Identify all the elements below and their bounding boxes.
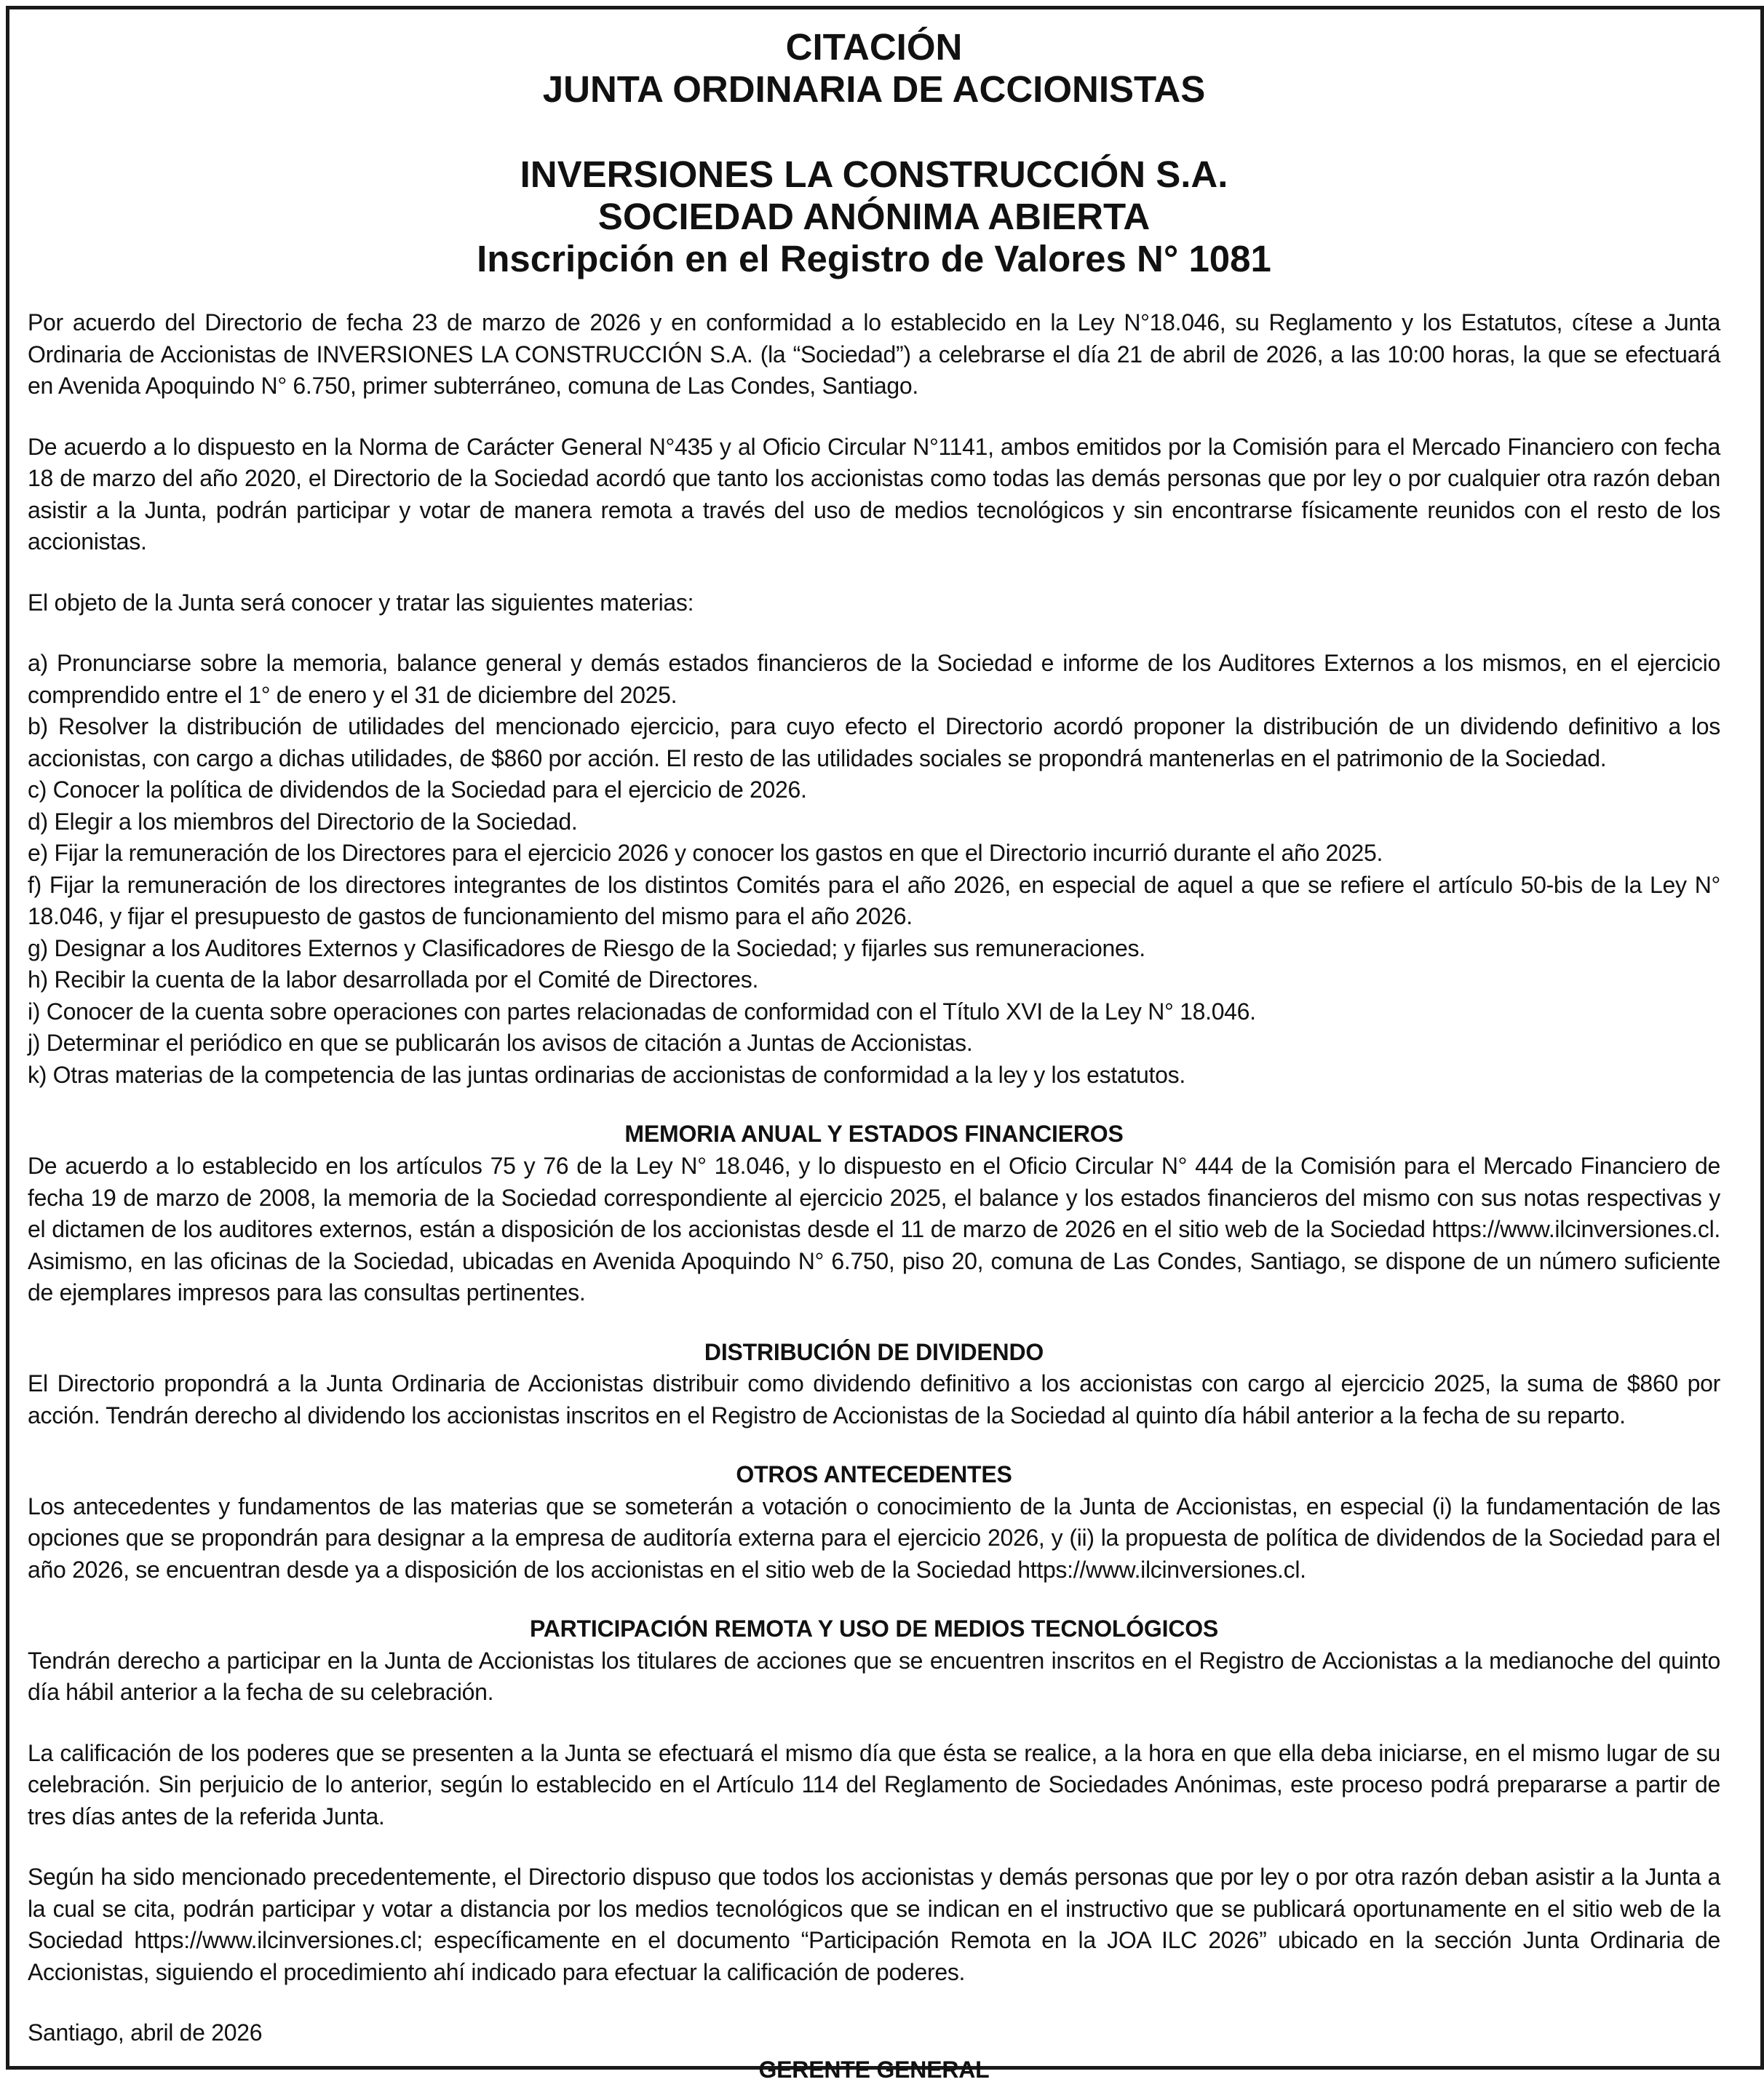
- dividendo-paragraph: El Directorio propondrá a la Junta Ordinaria de Accionistas distribuir como dividendo definitivo a los accionistas con cargo al ejercicio 2025, la suma de $860 por acción. Tendrán derecho al dividendo los accionistas inscritos en el Registro de Accionistas de la Sociedad al quinto día hábil anterior a la fecha de su reparto.: [28, 1370, 1720, 1429]
- company-type: SOCIEDAD ANÓNIMA ABIERTA: [597, 195, 1151, 237]
- place-date: Santiago, abril de 2026: [28, 2019, 263, 2046]
- agenda-item: b) Resolver la distribución de utilidades del mencionado ejercicio, para cuyo efecto el Directorio acordó proponer la distribución de un dividendo definitivo a los accionistas, con cargo a dichas utilidades, de $860 por acción. El resto de las utilidades sociales se propondrá mantenerlas en el patrimonio de la Sociedad.: [28, 713, 1720, 771]
- heading-citacion: CITACIÓN: [785, 26, 963, 68]
- participacion-paragraph-2: La calificación de los poderes que se presenten a la Junta se efectuará el mismo día que ésta se realice, a la hora en que ella deba iniciarse, en el mismo lugar de su celebración. Sin perjuicio de lo anterior, según lo establecido en el Artículo 114 del Reglamento de Sociedades Anónimas, este proceso podrá prepararse a partir de tres días antes de la referida Junta.: [28, 1739, 1720, 1829]
- agenda-item: d) Elegir a los miembros del Directorio de la Sociedad.: [28, 808, 578, 835]
- notice-document: [28, 26, 1720, 2083]
- agenda-item: c) Conocer la política de dividendos de la Sociedad para el ejercicio de 2026.: [28, 776, 807, 803]
- section-title-memoria: MEMORIA ANUAL Y ESTADOS FINANCIEROS: [624, 1121, 1124, 1148]
- agenda-item: f) Fijar la remuneración de los directores integrantes de los distintos Comités para el año 2026, en especial de aquel a que se refiere el artículo 50-bis de la Ley N° 18.046, y fijar el presupuesto de gastos de funcionamiento del mismo para el año 2026.: [28, 871, 1720, 930]
- participacion-paragraph-3: Según ha sido mencionado precedentemente, el Directorio dispuso que todos los accionistas y demás personas que por ley o por otra razón deban asistir a la Junta a la cual se cita, podrán participar y votar a distancia por los medios tecnológicos que se indican en el instructivo que se publicará oportunamente en el sitio web de la Sociedad https://www.ilcinversiones.cl; específicamente en el documento “Participación Remota en la JOA ILC 2026” ubicado en la sección Junta Ordinaria de Accionistas, siguiendo el procedimiento ahí indicado para efectuar la calificación de poderes.: [28, 1864, 1720, 1985]
- section-title-otros: OTROS ANTECEDENTES: [736, 1461, 1012, 1488]
- agenda-item: a) Pronunciarse sobre la memoria, balance general y demás estados financieros de la Sociedad e informe de los Auditores Externos a los mismos, en el ejercicio comprendido entre el 1° de enero y el 31 de diciembre del 2025.: [28, 650, 1720, 708]
- agenda-item: h) Recibir la cuenta de la labor desarrollada por el Comité de Directores.: [28, 966, 759, 993]
- notice-heading: [28, 26, 1720, 279]
- memoria-paragraph: De acuerdo a lo establecido en los artículos 75 y 76 de la Ley N° 18.046, y lo dispuesto en el Oficio Circular N° 444 de la Comisión para el Mercado Financiero de fecha 19 de marzo de 2008, la memoria de la Sociedad correspondiente al ejercicio 2025, el balance y los estados financieros del mismo con sus notas respectivas y el dictamen de los auditores externos, están a disposición de los accionistas desde el 11 de marzo de 2026 en el sitio web de la Sociedad https://www.ilcinversiones.cl. Asimismo, en las oficinas de la Sociedad, ubicadas en Avenida Apoquindo N° 6.750, piso 20, comuna de Las Condes, Santiago, se dispone de un número suficiente de ejemplares impresos para las consultas pertinentes.: [28, 1152, 1720, 1306]
- agenda-list: [28, 648, 1720, 1091]
- participacion-paragraph-1: Tendrán derecho a participar en la Junta de Accionistas los titulares de acciones que se encuentren inscritos en el Registro de Accionistas a la medianoche del quinto día hábil anterior a la fecha de su celebración.: [28, 1647, 1720, 1706]
- intro-paragraph-2: De acuerdo a lo dispuesto en la Norma de Carácter General N°435 y al Oficio Circular N°1141, ambos emitidos por la Comisión para el Mercado Financiero con fecha 18 de marzo del año 2020, el Directorio de la Sociedad acordó que tanto los accionistas como todas las demás personas que por ley o por cualquier otra razón deban asistir a la Junta, podrán participar y votar de manera remota a través del uso de medios tecnológicos y sin encontrarse físicamente reunidos con el resto de los accionistas.: [28, 433, 1720, 555]
- section-title-dividendo: DISTRIBUCIÓN DE DIVIDENDO: [704, 1338, 1044, 1365]
- heading-junta: JUNTA ORDINARIA DE ACCIONISTAS: [542, 68, 1206, 110]
- company-name: INVERSIONES LA CONSTRUCCIÓN S.A.: [520, 154, 1228, 196]
- agenda-item: k) Otras materias de la competencia de las juntas ordinarias de accionistas de conformidad a la ley y los estatutos.: [28, 1061, 1185, 1088]
- registry-number: Inscripción en el Registro de Valores N° 1081: [477, 237, 1271, 279]
- agenda-item: e) Fijar la remuneración de los Directores para el ejercicio 2026 y conocer los gastos en que el Directorio incurrió durante el año 2025.: [28, 840, 1383, 867]
- agenda-item: g) Designar a los Auditores Externos y Clasificadores de Riesgo de la Sociedad; y fijarles sus remuneraciones.: [28, 934, 1145, 961]
- signature-title: GERENTE GENERAL: [758, 2056, 990, 2083]
- agenda-item: j) Determinar el periódico en que se publicarán los avisos de citación a Juntas de Accionistas.: [28, 1030, 973, 1057]
- agenda-item: i) Conocer de la cuenta sobre operaciones con partes relacionadas de conformidad con el Título XVI de la Ley N° 18.046.: [28, 998, 1256, 1025]
- section-title-participacion: PARTICIPACIÓN REMOTA Y USO DE MEDIOS TECNOLÓGICOS: [529, 1616, 1219, 1642]
- otros-paragraph: Los antecedentes y fundamentos de las materias que se someterán a votación o conocimiento de la Junta de Accionistas, en especial (i) la fundamentación de las opciones que se propondrán para designar a la empresa de auditoría externa para el ejercicio 2026, y (ii) la propuesta de política de dividendos de la Sociedad para el año 2026, se encuentran desde ya a disposición de los accionistas en el sitio web de la Sociedad https://www.ilcinversiones.cl.: [28, 1493, 1720, 1583]
- intro-paragraph-1: Por acuerdo del Directorio de fecha 23 de marzo de 2026 y en conformidad a lo establecido en la Ley N°18.046, su Reglamento y los Estatutos, cítese a Junta Ordinaria de Accionistas de INVERSIONES LA CONSTRUCCIÓN S.A. (la “Sociedad”) a celebrarse el día 21 de abril de 2026, a las 10:00 horas, la que se efectuará en Avenida Apoquindo N° 6.750, primer subterráneo, comuna de Las Condes, Santiago.: [28, 309, 1720, 400]
- intro-paragraph-3: El objeto de la Junta será conocer y tratar las siguientes materias:: [28, 589, 694, 616]
